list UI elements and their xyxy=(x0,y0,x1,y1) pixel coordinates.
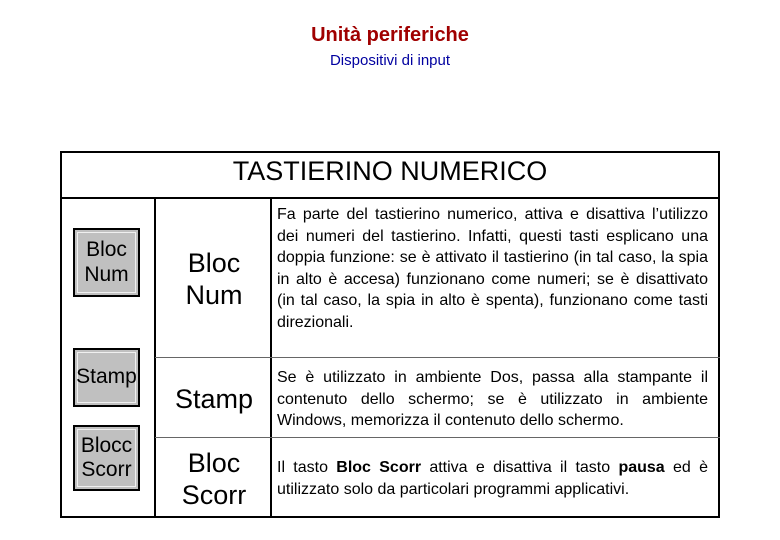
bloc-num-description: Fa parte del tastierino numerico, attiva e disattiva l’utilizzo dei numeri del tastierino. Infatti, questi tasti esplicano una doppia funzione: se è attivato il tastierino (in tal caso, la spia in alto è accesa) funzionano come numeri; se è disattivato (in tal caso, la spia in alto è spenta), funzionano come tasti direzionali. xyxy=(277,206,708,331)
key-cap-line: Bloc xyxy=(86,238,127,262)
label-line: Num xyxy=(185,279,243,310)
key-cap-line: Scorr xyxy=(81,458,132,481)
table-heading: TASTIERINO NUMERICO xyxy=(232,156,548,186)
stamp-description: Se è utilizzato in ambiente Dos, passa alla stampante il contenuto dello schermo; se è utilizzato in ambiente Windows, memorizza il contenuto dello schermo. xyxy=(277,369,708,429)
label-line: Stamp xyxy=(174,384,254,414)
label-line: Bloc xyxy=(187,448,241,478)
label-line: Scorr xyxy=(181,479,247,510)
page-subtitle: Dispositivi di input xyxy=(329,52,451,69)
row-divider xyxy=(155,437,720,438)
stamp-key xyxy=(73,348,140,407)
row-divider xyxy=(155,357,720,358)
label-line: Bloc xyxy=(187,248,241,278)
pausa-emphasis: pausa xyxy=(618,459,665,476)
stamp-label xyxy=(158,384,270,416)
bloc-scorr-emphasis: Bloc Scorr xyxy=(336,459,422,476)
bloc-num-key xyxy=(73,228,140,297)
header-divider xyxy=(60,197,720,199)
key-cap-line: Blocc xyxy=(80,433,133,457)
page-title: Unità periferiche xyxy=(311,24,469,46)
bloc-scorr-label xyxy=(158,448,270,512)
key-cap-line: Num xyxy=(84,262,129,286)
bloc-scorr-description: Il tasto Bloc Scorr attiva e disattiva il tasto pausa ed è utilizzato solo da particolari programmi applicativi. xyxy=(277,459,708,498)
key-cap-line: Stamp xyxy=(76,365,137,389)
blocc-scorr-key xyxy=(73,425,140,491)
bloc-num-label xyxy=(158,248,270,312)
